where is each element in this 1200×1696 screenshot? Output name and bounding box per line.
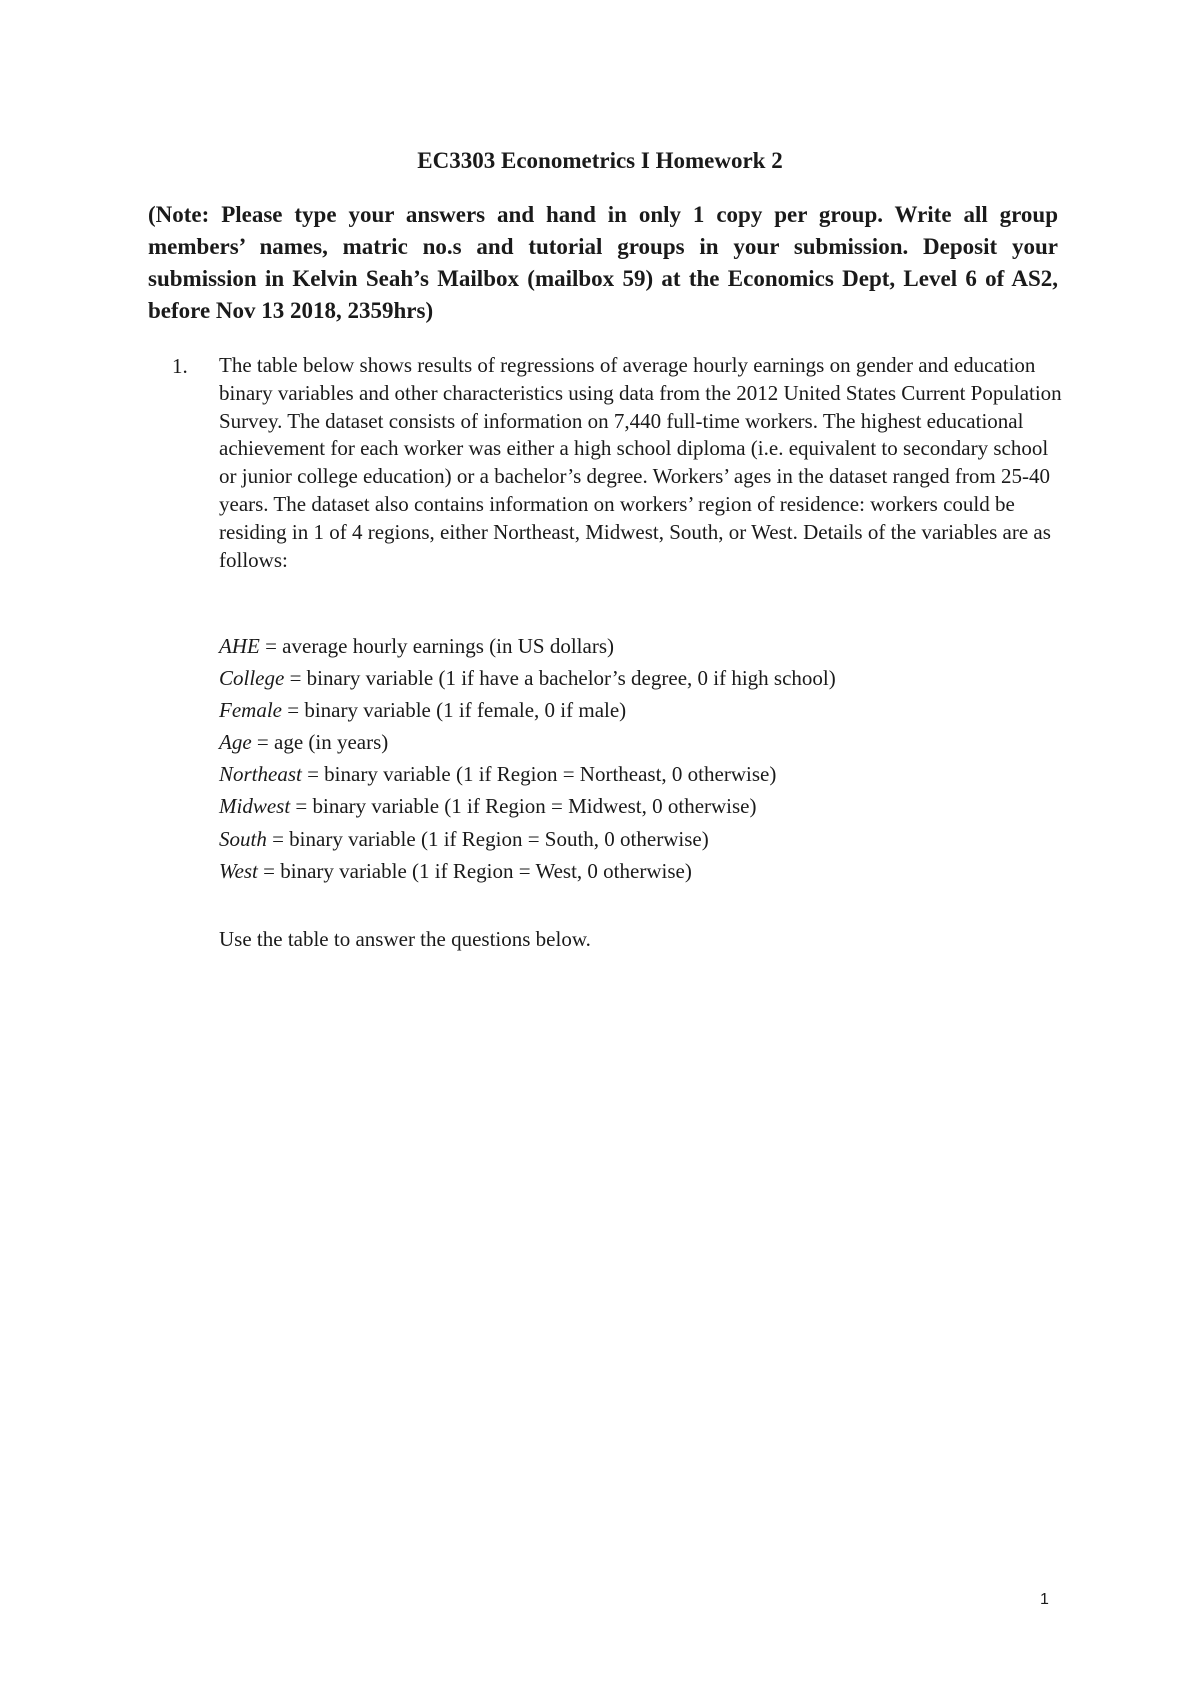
variable-definition	[219, 823, 1069, 855]
variable-name: College	[219, 666, 285, 691]
document-title: EC3303 Econometrics I Homework 2	[417, 148, 783, 173]
variable-description: = age (in years)	[251, 730, 389, 755]
variable-name: Female	[219, 698, 282, 723]
variable-name: AHE	[219, 634, 260, 658]
variable-definition	[219, 630, 1069, 662]
question-number: 1.	[172, 354, 188, 378]
variable-description: = binary variable (1 if Region = West, 0 otherwise)	[257, 858, 692, 883]
variable-definitions	[219, 630, 1069, 887]
variable-description: = binary variable (1 if have a bachelor’s degree, 0 if high school)	[284, 666, 836, 691]
variable-description: = average hourly earnings (in US dollars)	[259, 634, 614, 658]
variable-name: Midwest	[219, 794, 291, 819]
variable-description: = binary variable (1 if Region = Midwest, 0 otherwise)	[290, 794, 757, 819]
submission-note: (Note: Please type your answers and hand in only 1 copy per group. Write all group members’ names, matric no.s and tutorial groups in your submission. Deposit your submission in Kelvin Seah’s Mailbox (mailbox 59) at the Economics Dept, Level 6 of AS2, before Nov 13 2018, 2359hrs)	[148, 202, 1058, 323]
variable-definition	[219, 726, 1069, 758]
question-text: The table below shows results of regressions of average hourly earnings on gender and education binary variables and other characteristics using data from the 2012 United States Current Population Survey. The dataset consists of information on 7,440 full-time workers. The highest educational achievement for each worker was either a high school diploma (i.e. equivalent to secondary school or junior college education) or a bachelor’s degree. Workers’ ages in the dataset ranged from 25-40 years. The dataset also contains information on workers’ region of residence: workers could be residing in 1 of 4 regions, either Northeast, Midwest, South, or West. Details of the variables are as follows:	[219, 353, 1062, 572]
variable-definition	[219, 790, 1069, 822]
variable-definition	[219, 855, 1069, 887]
instruction-text: Use the table to answer the questions below.	[219, 927, 591, 951]
page-number: 1	[1040, 1591, 1049, 1608]
variable-name: West	[219, 858, 258, 883]
variable-description: = binary variable (1 if female, 0 if male)	[281, 698, 627, 723]
variable-definition	[219, 758, 1069, 790]
variable-description: = binary variable (1 if Region = South, 0 otherwise)	[266, 826, 709, 851]
variable-name: Age	[219, 730, 252, 755]
variable-name: South	[219, 826, 267, 851]
variable-name: Northeast	[219, 762, 302, 787]
variable-description: = binary variable (1 if Region = Northeast, 0 otherwise)	[301, 762, 777, 787]
variable-definition	[219, 694, 1069, 726]
variable-definition	[219, 662, 1069, 694]
